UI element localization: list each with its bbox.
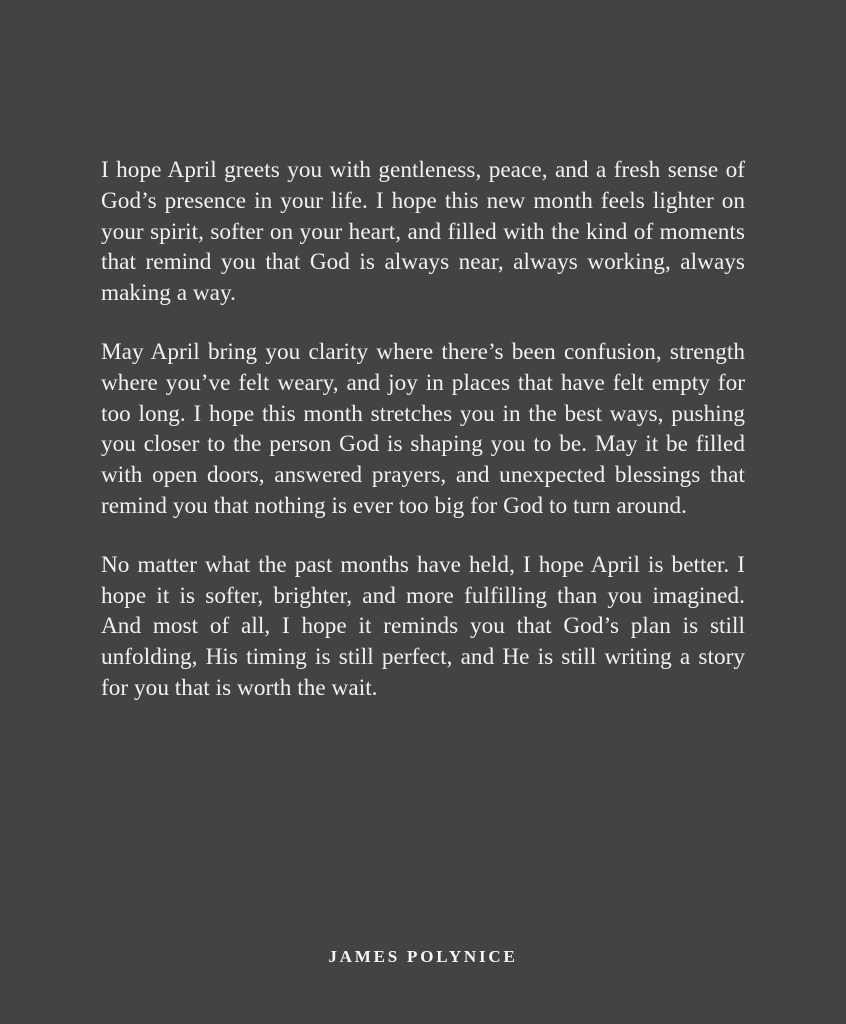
paragraph-1: I hope April greets you with gentleness, peace, and a fresh sense of God’s presence in your life. I hope this new month feels lighter on your spirit, softer on your heart, and filled with the kind of moments that remind you that God is always near, always working, always making a way. xyxy=(101,157,745,307)
message-body xyxy=(101,155,745,732)
paragraph-3: No matter what the past months have held, I hope April is better. I hope it is softer, brighter, and more fulfilling than you imagined. And most of all, I hope it reminds you that God’s plan is still unfolding, His timing is still perfect, and He is still writing a story for you that is worth the wait. xyxy=(101,551,745,701)
author-signature: JAMES POLYNICE xyxy=(328,947,518,966)
paragraph-2: May April bring you clarity where there’s been confusion, strength where you’ve felt weary, and joy in places that have felt empty for too long. I hope this month stretches you in the best ways, pushing you closer to the person God is shaping you to be. May it be filled with open doors, answered prayers, and unexpected blessings that remind you that nothing is ever too big for God to turn around. xyxy=(101,338,745,519)
